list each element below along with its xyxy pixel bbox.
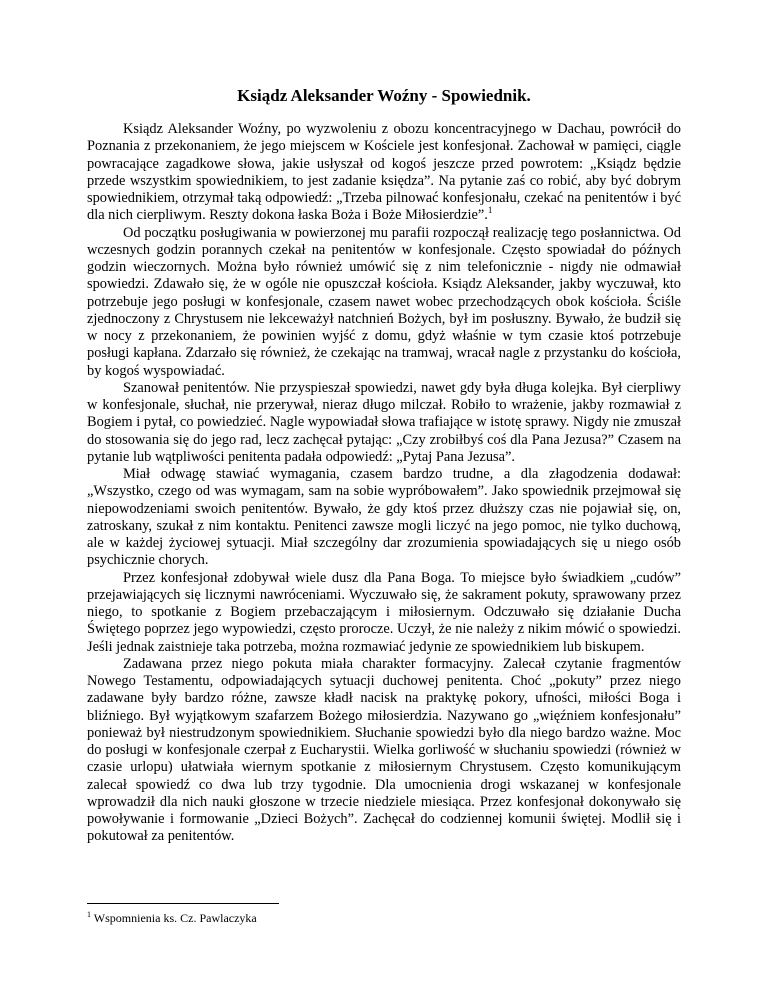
paragraph [87, 225, 681, 380]
footnote [87, 911, 257, 925]
paragraph-text: Od początku posługiwania w powierzonej mu parafii rozpoczął realizację tego posłannictwa. Od wczesnych godzin porannych czekał na penitentów w konfesjonale. Często spowiadał do późnych godzin wieczornych. Można było również umówić się z nim telefonicznie - nigdy nie odmawiał spowiedzi. Zdawało się, że w ogóle nie opuszczał kościoła. Ksiądz Aleksander, jakby wyczuwał, kto potrzebuje jego posługi w konfesjonale, czasem nawet wobec przechodzących obok kościoła. Ściśle zjednoczony z Chrystusem nie lekceważył natchnień Bożych, był im posłuszny. Bywało, że budził się w nocy z przekonaniem, że powinien wyjść z domu, gdyż właśnie w tym czasie ktoś potrzebuje posługi kapłana. Zdarzało się również, że czekając na tramwaj, wracał nagle z przystanku do kościoła, by kogoś wyspowiadać. [87, 224, 681, 379]
footnote-text: Wspomnienia ks. Cz. Pawlaczyka [93, 911, 257, 925]
document-body [87, 121, 681, 846]
paragraph [87, 466, 681, 570]
paragraph [87, 570, 681, 656]
paragraph-text: Ksiądz Aleksander Woźny, po wyzwoleniu z obozu koncentracyjnego w Dachau, powrócił do Poznania z przekonaniem, że jego miejscem w Kościele jest konfesjonał. Zachował w pamięci, ciągle powracające zagadkowe słowa, jakie usłyszał od kogoś jeszcze przed powrotem: „Ksiądz będzie przede wszystkim spowiednikiem, to jest zadanie księdza”. Na pytanie zaś co robić, aby być dobrym spowiednikiem, otrzymał taką odpowiedź: „Trzeba pilnować konfesjonału, czekać na penitentów i być dla nich cierpliwym. Reszty dokona łaska Boża i Boże Miłosierdzie”. [87, 121, 681, 224]
paragraph [87, 380, 681, 466]
paragraph [87, 121, 681, 225]
footnote-reference: 1 [487, 205, 493, 216]
paragraph-text: Przez konfesjonał zdobywał wiele dusz dla Pana Boga. To miejsce było świadkiem „cudów” przejawiających się licznymi nawróceniami. Wyczuwało się, że sakrament pokuty, sprawowany przez niego, to spotkanie z Bogiem przebaczającym i miłosiernym. Odczuwało się działanie Ducha Świętego poprzez jego wypowiedzi, często prorocze. Uczył, że nie należy z nikim mówić o spowiedzi. Jeśli jednak zaistnieje taka potrzeba, można rozmawiać jedynie ze spowiednikiem lub biskupem. [87, 569, 681, 655]
paragraph-text: Zadawana przez niego pokuta miała charakter formacyjny. Zalecał czytanie fragmentów Nowego Testamentu, odpowiadających sytuacji duchowej penitenta. Choć „pokuty” przez niego zadawane były bardzo różne, zawsze kładł nacisk na praktykę pokory, ufności, miłości Boga i bliźniego. Był wyjątkowym szafarzem Bożego miłosierdzia. Nazywano go „więźniem konfesjonału” ponieważ był niestrudzonym spowiednikiem. Słuchanie spowiedzi było dla niego bardzo ważne. Moc do posługi w konfesjonale czerpał z Eucharystii. Wielka gorliwość w słuchaniu spowiedzi (również w czasie urlopu) ułatwiała wiernym spotkanie z miłosiernym Chrystusem. Często komunikującym zalecał spowiedź co dwa lub trzy tygodnie. Dla umocnienia drogi wskazanej w konfesjonale wprowadził dla nich nauki głoszone w trzecie niedziele miesiąca. Przez konfesjonał dokonywało się powoływanie i formowanie „Dzieci Bożych”. Zachęcał do codziennej komunii świętej. Modlił się i pokutował za penitentów. [87, 655, 681, 845]
paragraph-text: Miał odwagę stawiać wymagania, czasem bardzo trudne, a dla złagodzenia dodawał: „Wszystko, czego od was wymagam, sam na sobie wypróbowałem”. Jako spowiednik przejmował się niepowodzeniami swoich penitentów. Bywało, że gdy ktoś przez dłuższy czas nie pojawiał się, on, zatroskany, szukał z nim kontaktu. Penitenci zawsze mogli liczyć na jego pomoc, nie tylko duchową, ale w każdej życiowej sytuacji. Miał szczególny dar zrozumienia spowiadających się u niego osób psychicznie chorych. [87, 466, 681, 569]
paragraph-text: Szanował penitentów. Nie przyspieszał spowiedzi, nawet gdy była długa kolejka. Był cierpliwy w konfesjonale, słuchał, nie przerywał, nieraz długo milczał. Robiło to wrażenie, jakby rozmawiał z Bogiem i pytał, co powiedzieć. Nagle wypowiadał słowa trafiające w istotę sprawy. Nigdy nie zmuszał do stosowania się do jego rad, lecz zachęcał pytając: „Czy zrobiłbyś coś dla Pana Jezusa?” Czasem na pytanie lub wątpliwości penitenta padała odpowiedź: „Pytaj Pana Jezusa”. [87, 379, 681, 465]
document-title: Ksiądz Aleksander Woźny - Spowiednik. [237, 86, 531, 105]
paragraph [87, 656, 681, 846]
footnote-number: 1 [87, 910, 91, 919]
footnote-separator [87, 903, 279, 904]
